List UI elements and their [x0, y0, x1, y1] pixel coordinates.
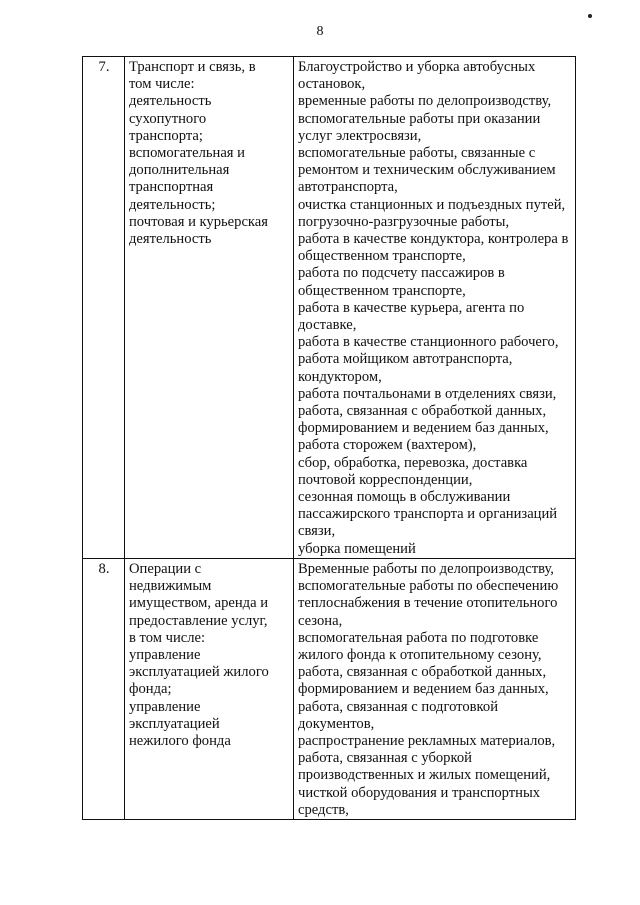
table-row-7 [83, 57, 576, 559]
activity-line: эксплуатацией [129, 715, 220, 732]
work-line: работа в качестве станционного рабочего, [298, 334, 559, 351]
activity-line: недвижимым [129, 578, 212, 595]
row-number: 8. [83, 558, 125, 819]
work-line: работа, связанная с подготовкой [298, 698, 499, 715]
activity-line: управление [129, 698, 201, 715]
work-line: почтовой корреспонденции, [298, 471, 473, 488]
activity-cell [125, 57, 294, 559]
activity-line: почтовая и курьерская [129, 213, 268, 230]
work-line: работа в качестве курьера, агента по [298, 299, 525, 316]
work-line: очистка станционных и подъездных путей, [298, 196, 566, 213]
work-line: жилого фонда к отопительному сезону, [298, 646, 542, 663]
work-line: формированием и ведением баз данных, [298, 681, 549, 698]
page-number: 8 [316, 24, 324, 39]
work-line: Временные работы по делопроизводству, [298, 560, 554, 577]
work-line: теплоснабжения в течение отопительного [298, 595, 558, 612]
work-line: распространение рекламных материалов, [298, 732, 556, 749]
work-line: чисткой оборудования и транспортных [298, 784, 541, 801]
work-line: связи, [298, 523, 336, 540]
activity-line: фонда; [129, 681, 172, 698]
row-number: 7. [83, 57, 125, 559]
activity-line: транспорта; [129, 127, 203, 144]
table-row-8 [83, 558, 576, 819]
work-line: услуг электросвязи, [298, 127, 422, 144]
work-line: работа, связанная с обработкой данных, [298, 664, 547, 681]
activity-line: Операции с [129, 560, 202, 577]
work-line: средств, [298, 801, 349, 818]
activity-line: деятельность [129, 93, 212, 110]
activity-line: предоставление услуг, [129, 612, 268, 629]
activity-line: в том числе: [129, 629, 206, 646]
work-line: ремонтом и техническим обслуживанием [298, 162, 556, 179]
work-line: кондуктором, [298, 368, 382, 385]
work-line: остановок, [298, 76, 366, 93]
work-line: работа по подсчету пассажиров в [298, 265, 505, 282]
activity-line: деятельность; [129, 196, 216, 213]
work-line: погрузочно-разгрузочные работы, [298, 213, 510, 230]
activity-line: нежилого фонда [129, 732, 231, 749]
work-line: работа, связанная с обработкой данных, [298, 403, 547, 420]
activity-line: вспомогательная и [129, 145, 245, 162]
work-line: работа сторожем (вахтером), [298, 437, 477, 454]
activity-line: имуществом, аренда и [129, 595, 269, 612]
work-line: сезонная помощь в обслуживании [298, 489, 511, 506]
work-line: производственных и жилых помещений, [298, 767, 551, 784]
work-line: уборка помещений [298, 540, 416, 557]
work-line: документов, [298, 715, 375, 732]
work-line: вспомогательная работа по подготовке [298, 629, 539, 646]
work-line: общественном транспорте, [298, 282, 466, 299]
work-line: работа мойщиком автотранспорта, [298, 351, 513, 368]
works-cell [294, 558, 576, 819]
work-line: временные работы по делопроизводству, [298, 93, 552, 110]
works-table [82, 56, 576, 820]
activity-line: Транспорт и связь, в [129, 59, 256, 75]
activity-line: управление [129, 646, 201, 663]
work-line: сбор, обработка, перевозка, доставка [298, 454, 528, 471]
work-line: работа, связанная с уборкой [298, 750, 472, 767]
work-line: вспомогательные работы по обеспечению [298, 578, 559, 595]
work-line: сезона, [298, 612, 343, 629]
activity-line: эксплуатацией жилого [129, 664, 269, 681]
work-line: Благоустройство и уборка автобусных [298, 59, 536, 75]
work-line: доставке, [298, 317, 357, 334]
activity-line: сухопутного [129, 110, 207, 127]
works-table-body [83, 57, 576, 820]
work-line: вспомогательные работы, связанные с [298, 145, 536, 162]
works-cell [294, 57, 576, 559]
work-line: формированием и ведением баз данных, [298, 420, 549, 437]
work-line: работа почтальонами в отделениях связи, [298, 385, 557, 402]
work-line: автотранспорта, [298, 179, 398, 196]
work-line: вспомогательные работы при оказании [298, 110, 541, 127]
work-line: работа в качестве кондуктора, контролера в [298, 231, 569, 248]
activity-line: деятельность [129, 231, 212, 248]
work-line: общественном транспорте, [298, 248, 466, 265]
activity-cell [125, 558, 294, 819]
work-line: пассажирского транспорта и организаций [298, 506, 558, 523]
activity-line: транспортная [129, 179, 214, 196]
activity-line: дополнительная [129, 162, 230, 179]
scan-speck [588, 14, 592, 18]
activity-line: том числе: [129, 76, 195, 93]
